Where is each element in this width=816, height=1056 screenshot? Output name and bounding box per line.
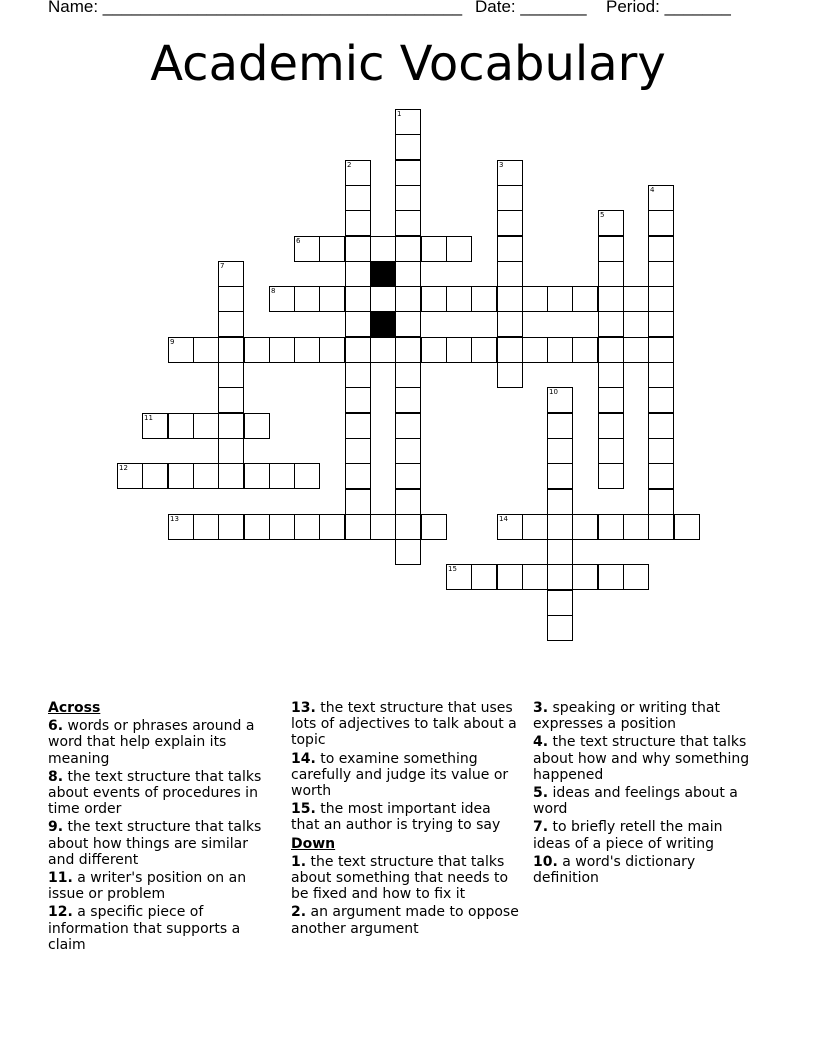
grid-cell[interactable] [395,413,421,439]
grid-cell[interactable] [218,261,244,287]
grid-cell[interactable] [421,514,447,540]
cell-number: 6 [296,237,301,245]
grid-cell[interactable] [648,185,674,211]
grid-cell[interactable] [497,210,523,236]
grid-cell[interactable] [244,463,270,489]
grid-cell[interactable] [446,564,472,590]
grid-cell[interactable] [168,514,194,540]
grid-cell[interactable] [648,514,674,540]
grid-cell[interactable] [547,590,573,616]
grid-cell[interactable] [345,261,371,287]
grid-cell[interactable] [623,337,649,363]
grid-cell[interactable] [395,311,421,337]
grid-cell[interactable] [497,514,523,540]
grid-cell[interactable] [598,261,624,287]
grid-cell[interactable] [547,514,573,540]
grid-cell[interactable] [395,438,421,464]
grid-cell[interactable] [547,286,573,312]
grid-cell[interactable] [598,463,624,489]
grid-cell[interactable] [547,564,573,590]
grid-cell[interactable] [598,514,624,540]
grid-cell[interactable] [345,337,371,363]
clue-down-2: 2. an argument made to oppose another argument [291,904,519,937]
grid-cell[interactable] [572,564,598,590]
grid-cell[interactable] [648,311,674,337]
cell-number: 15 [448,565,457,573]
grid-cell[interactable] [345,185,371,211]
grid-cell[interactable] [294,236,320,262]
grid-cell[interactable] [497,337,523,363]
cell-number: 2 [347,161,352,169]
across-heading: Across [48,700,101,716]
grid-cell[interactable] [648,337,674,363]
grid-cell[interactable] [395,362,421,388]
grid-cell[interactable] [446,337,472,363]
grid-cell[interactable] [269,286,295,312]
cell-number: 7 [220,262,225,270]
grid-cell[interactable] [345,286,371,312]
grid-cell[interactable] [370,514,396,540]
clue-down-4: 4. the text structure that talks about how and why something happened [533,734,750,783]
grid-cell[interactable] [598,564,624,590]
grid-cell[interactable] [395,337,421,363]
grid-cell[interactable] [168,337,194,363]
cell-number: 4 [650,186,655,194]
grid-cell[interactable] [648,261,674,287]
grid-cell[interactable] [497,362,523,388]
grid-cell[interactable] [623,564,649,590]
clue-across-14: 14. to examine something carefully and judge its value or worth [291,750,509,800]
grid-cell[interactable] [572,286,598,312]
clues-column-1 [48,700,274,955]
blocked-cell [370,261,396,287]
grid-cell[interactable] [370,337,396,363]
grid-cell[interactable] [269,337,295,363]
grid-cell[interactable] [648,362,674,388]
grid-cell[interactable] [345,438,371,464]
grid-cell[interactable] [395,539,421,565]
cell-number: 12 [119,464,128,472]
grid-cell[interactable] [218,337,244,363]
grid-cell[interactable] [648,413,674,439]
grid-cell[interactable] [193,463,219,489]
grid-cell[interactable] [547,489,573,515]
grid-cell[interactable] [421,337,447,363]
grid-cell[interactable] [395,185,421,211]
grid-cell[interactable] [547,337,573,363]
cell-number: 14 [499,515,508,523]
grid-cell[interactable] [319,514,345,540]
grid-cell[interactable] [193,514,219,540]
grid-cell[interactable] [244,413,270,439]
grid-cell[interactable] [345,311,371,337]
grid-cell[interactable] [497,160,523,186]
down-heading: Down [291,835,336,852]
grid-cell[interactable] [471,286,497,312]
clue-down-3: 3. speaking or writing that expresses a position [533,700,720,733]
grid-cell[interactable] [598,387,624,413]
grid-cell[interactable] [193,413,219,439]
grid-cell[interactable] [547,438,573,464]
blocked-cell [370,311,396,337]
grid-cell[interactable] [117,463,143,489]
grid-cell[interactable] [648,489,674,515]
grid-cell[interactable] [370,286,396,312]
grid-cell[interactable] [168,413,194,439]
grid-cell[interactable] [395,109,421,135]
period-field[interactable]: Period: _______ [606,0,731,16]
clue-across-9: 9. the text structure that talks about how things are similar and different [48,819,262,868]
grid-cell[interactable] [497,311,523,337]
grid-cell[interactable] [218,514,244,540]
grid-cell[interactable] [218,311,244,337]
clue-down-10: 10. a word's dictionary definition [533,853,696,887]
grid-cell[interactable] [244,514,270,540]
grid-cell[interactable] [294,463,320,489]
cell-number: 5 [600,211,605,219]
grid-cell[interactable] [421,286,447,312]
grid-cell[interactable] [370,236,396,262]
cell-number: 9 [170,338,175,346]
grid-cell[interactable] [572,337,598,363]
grid-cell[interactable] [598,438,624,464]
clue-down-5: 5. ideas and feelings about a word [533,785,738,818]
grid-cell[interactable] [674,514,700,540]
grid-cell[interactable] [598,362,624,388]
grid-cell[interactable] [598,236,624,262]
grid-cell[interactable] [598,311,624,337]
grid-cell[interactable] [421,236,447,262]
clue-down-1: 1. the text structure that talks about something that needs to be fixed and how to fix it [291,853,509,903]
grid-cell[interactable] [395,236,421,262]
grid-cell[interactable] [269,514,295,540]
grid-cell[interactable] [395,210,421,236]
grid-cell[interactable] [522,514,548,540]
clues-column-3 [533,700,759,888]
grid-cell[interactable] [648,286,674,312]
grid-cell[interactable] [522,337,548,363]
grid-cell[interactable] [193,337,219,363]
grid-cell[interactable] [345,236,371,262]
grid-cell[interactable] [547,539,573,565]
grid-cell[interactable] [522,564,548,590]
grid-cell[interactable] [345,489,371,515]
clue-across-8: 8. the text structure that talks about events of procedures in time order [48,768,262,818]
grid-cell[interactable] [345,387,371,413]
grid-cell[interactable] [345,463,371,489]
grid-cell[interactable] [244,337,270,363]
grid-cell[interactable] [218,286,244,312]
grid-cell[interactable] [345,413,371,439]
grid-cell[interactable] [168,463,194,489]
clue-across-6: 6. words or phrases around a word that help explain its meaning [48,718,255,767]
grid-cell[interactable] [572,514,598,540]
grid-cell[interactable] [648,463,674,489]
grid-cell[interactable] [395,286,421,312]
grid-cell[interactable] [319,286,345,312]
cell-number: 3 [499,161,504,169]
grid-cell[interactable] [471,337,497,363]
grid-cell[interactable] [395,387,421,413]
grid-cell[interactable] [471,564,497,590]
cell-number: 8 [271,287,276,295]
grid-cell[interactable] [345,362,371,388]
grid-cell[interactable] [648,387,674,413]
cell-number: 10 [549,388,558,396]
clue-across-12: 12. a specific piece of information that supports a claim [48,904,241,953]
grid-cell[interactable] [218,387,244,413]
grid-cell[interactable] [395,514,421,540]
grid-cell[interactable] [497,261,523,287]
grid-cell[interactable] [547,463,573,489]
grid-cell[interactable] [218,438,244,464]
grid-cell[interactable] [497,185,523,211]
grid-cell[interactable] [345,160,371,186]
clue-across-13: 13. the text structure that uses lots of adjectives to talk about a topic [291,700,517,749]
grid-cell[interactable] [294,514,320,540]
grid-cell[interactable] [623,514,649,540]
grid-cell[interactable] [142,413,168,439]
grid-cell[interactable] [345,210,371,236]
grid-cell[interactable] [319,236,345,262]
page-title: Academic Vocabulary [150,36,666,92]
grid-cell[interactable] [623,286,649,312]
grid-cell[interactable] [598,210,624,236]
date-field[interactable]: Date: _______ [475,0,587,16]
grid-cell[interactable] [395,160,421,186]
grid-cell[interactable] [497,564,523,590]
grid-cell[interactable] [345,514,371,540]
grid-cell[interactable] [218,362,244,388]
grid-cell[interactable] [648,210,674,236]
grid-cell[interactable] [598,337,624,363]
grid-cell[interactable] [319,337,345,363]
clue-across-15: 15. the most important idea that an author is trying to say [291,801,501,834]
grid-cell[interactable] [395,463,421,489]
clue-down-7: 7. to briefly retell the main ideas of a piece of writing [533,819,723,852]
grid-cell[interactable] [547,413,573,439]
grid-cell[interactable] [294,337,320,363]
name-field[interactable]: Name: ______________________________________ [48,0,463,16]
grid-cell[interactable] [648,438,674,464]
grid-cell[interactable] [218,413,244,439]
grid-cell[interactable] [648,236,674,262]
grid-cell[interactable] [446,236,472,262]
grid-cell[interactable] [547,615,573,641]
cell-number: 13 [170,515,179,523]
grid-cell[interactable] [547,387,573,413]
clue-across-11: 11. a writer's position on an issue or problem [48,870,247,903]
grid-cell[interactable] [395,134,421,160]
grid-cell[interactable] [497,286,523,312]
grid-cell[interactable] [269,463,295,489]
cell-number: 11 [144,414,153,422]
grid-cell[interactable] [395,261,421,287]
clues-column-2 [291,700,523,939]
grid-cell[interactable] [522,286,548,312]
grid-cell[interactable] [218,463,244,489]
grid-cell[interactable] [142,463,168,489]
grid-cell[interactable] [598,286,624,312]
grid-cell[interactable] [497,236,523,262]
grid-cell[interactable] [446,286,472,312]
grid-cell[interactable] [395,489,421,515]
grid-cell[interactable] [598,413,624,439]
grid-cell[interactable] [294,286,320,312]
cell-number: 1 [397,110,402,118]
